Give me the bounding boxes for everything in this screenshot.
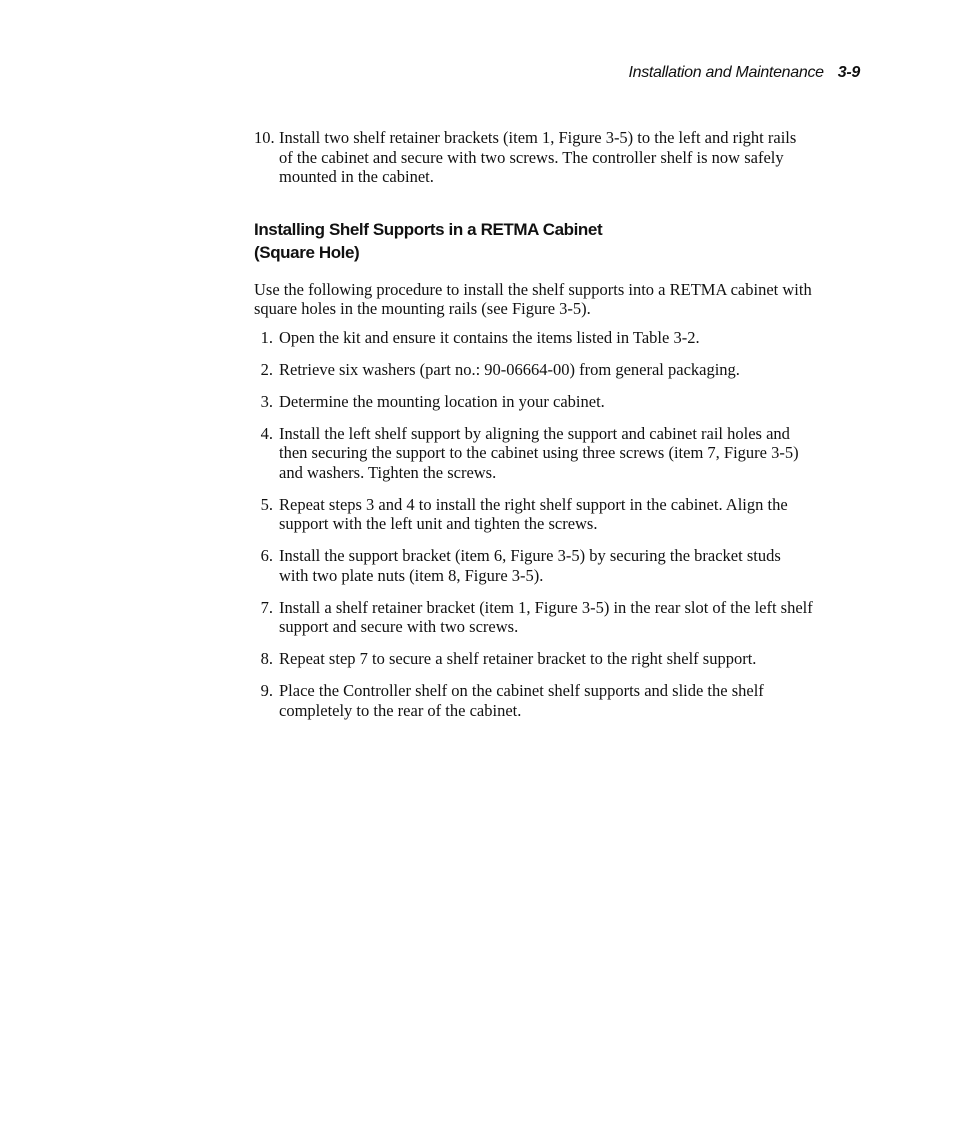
step-2 [254,360,814,380]
step-number: 2. [260,359,273,379]
section-heading [254,218,614,264]
steps-list [254,328,814,721]
step-number: 8. [260,649,273,668]
step-text: Place the Controller shelf on the cabinet shelf supports and slide the shelf completely to the rear of the cabinet. [279,681,764,720]
step-8 [254,649,814,669]
step-number: 5. [260,494,273,514]
running-header [628,64,860,82]
step-number: 3. [260,391,273,411]
page-number: 3-9 [837,64,860,81]
step-text: Repeat steps 3 and 4 to install the right shelf support in the cabinet. Align the support with the left unit and tighten the screws. [279,494,788,533]
step-9 [254,681,814,720]
step-1 [254,328,814,348]
step-text: Retrieve six washers (part no.: 90-06664-00) from general packaging. [279,359,740,379]
step-text: Determine the mounting location in your cabinet. [279,391,605,411]
step-number: 7. [260,597,273,617]
step-text: Install a shelf retainer bracket (item 1, Figure 3-5) in the rear slot of the left shelf support and secure with two screws. [279,597,813,636]
step-number: 6. [260,546,273,565]
section-heading-line1: Installing Shelf Supports in a RETMA Cabinet [254,219,603,239]
step-number: 1. [260,327,273,347]
header-section-title: Installation and Maintenance [628,64,824,81]
step-number: 9. [260,681,273,700]
step-text: Repeat step 7 to secure a shelf retainer bracket to the right shelf support. [279,649,757,668]
step-4 [254,424,814,483]
step-number: 4. [260,423,273,443]
step-3 [254,392,814,412]
step-6 [254,546,814,585]
section-heading-line2: (Square Hole) [254,242,360,262]
page-content [254,128,814,733]
step-5 [254,495,814,534]
step-text: Install the left shelf support by aligning the support and cabinet rail holes and then securing the support to the cabinet using three screws (item 7, Figure 3-5) and washers. Tighten the screws. [279,423,799,482]
prior-step [254,128,814,187]
step-text: Install two shelf retainer brackets (item 1, Figure 3-5) to the left and right rails of the cabinet and secure with two screws. The controller shelf is now safely mounted in the cabinet. [279,128,797,186]
step-text: Install the support bracket (item 6, Figure 3-5) by securing the bracket studs with two plate nuts (item 8, Figure 3-5). [279,546,781,585]
step-number: 10. [254,128,275,147]
step-text: Open the kit and ensure it contains the items listed in Table 3-2. [279,327,700,347]
section-intro: Use the following procedure to install the shelf supports into a RETMA cabinet with square holes in the mounting rails (see Figure 3-5). [254,279,812,318]
step-7 [254,598,814,637]
